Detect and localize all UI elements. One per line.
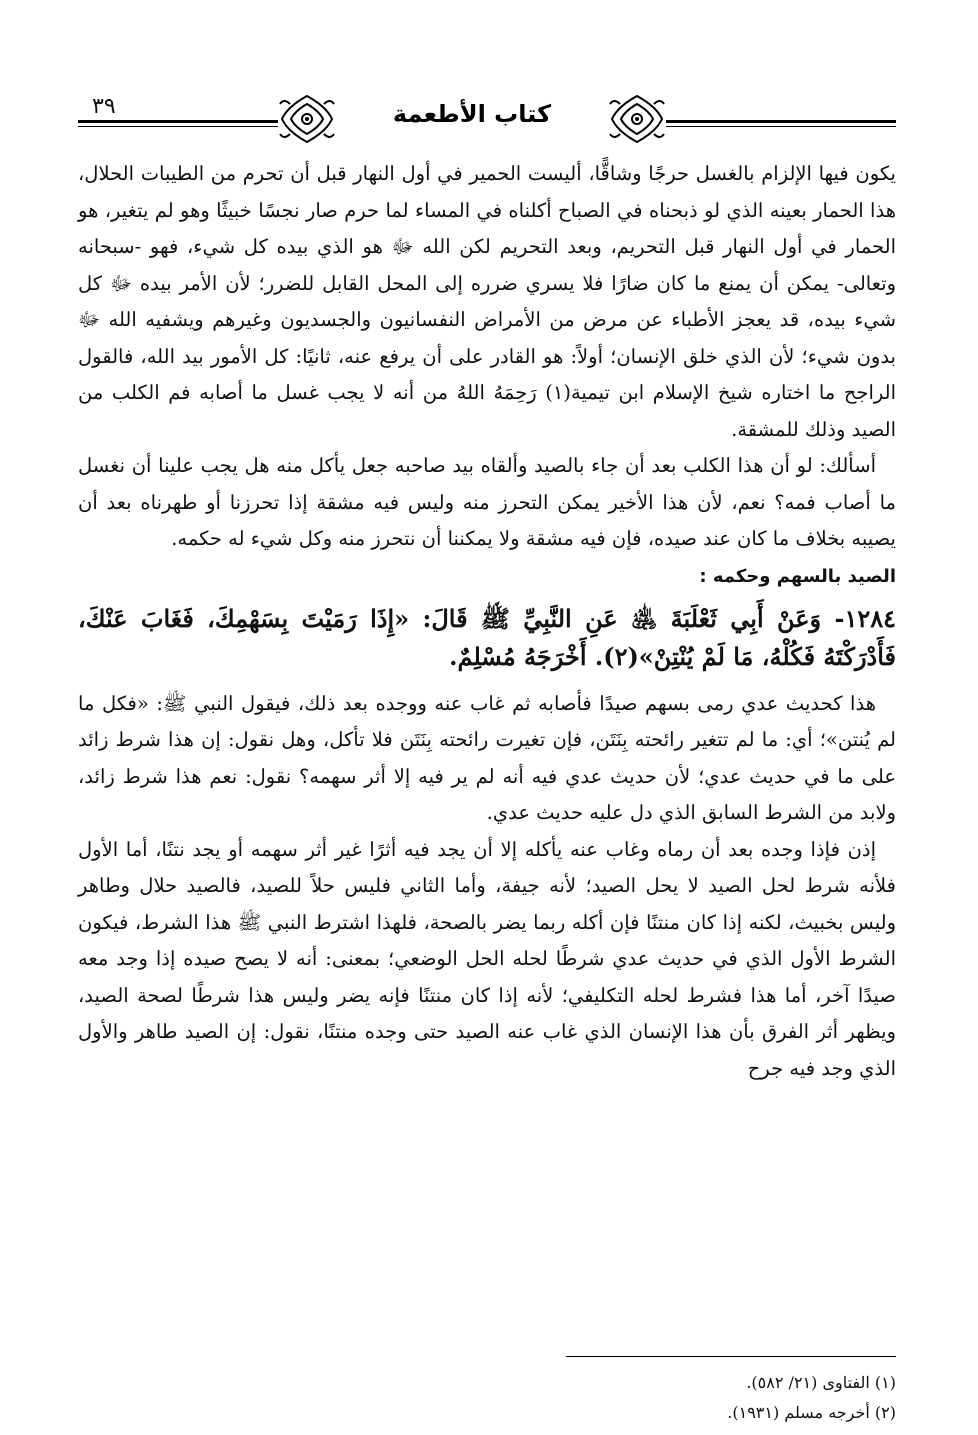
paragraph-1 xyxy=(78,156,896,448)
header-rule-right-thin xyxy=(666,126,896,127)
page-number: ٣٩ xyxy=(92,94,116,119)
paragraph-1-text: يكون فيها الإلزام بالغسل حرجًا وشاقًّا، أليست الحمير في أول النهار قبل أن تحرم من الطيبات الحلال، هذا الحمار بعينه الذي لو ذبحناه في الصباح أكلناه في المساء لما حرم صار نجسًا خبيثًا وهو لم يتغير، هو الحمار في أول النهار قبل التحريم، وبعد التحريم لكن الله ﷻ هو الذي بيده كل شيء، فهو -سبحانه وتعالى- يمكن أن يمنع ما كان ضارًا فلا يسري ضرره إلى المحل القابل للضرر؛ لأن الأمر بيده ﷻ كل شيء بيده، قد يعجز الأطباء عن مرض من الأمراض النفسانيون والجسديون وغيرهم ويشفيه الله ﷻ بدون شيء؛ لأن الذي خلق الإنسان؛ أولاً: هو القادر على أن يرفع عنه، ثانيًا: كل الأمور بيد الله، فالقول الراجح ما اختاره شيخ الإسلام ابن تيمية xyxy=(78,162,896,404)
header-rule-right xyxy=(666,120,896,123)
book-page xyxy=(78,86,897,1422)
footnote-separator xyxy=(566,1356,896,1357)
paragraph-1-text-end: (١) رَحِمَهُ اللهُ من أنه لا يجب غسل ما أصابه فم الكلب من الصيد وذلك للمشقة. xyxy=(78,381,896,441)
header-rule-left-thin xyxy=(78,126,278,127)
running-title: كتاب الأطعمة xyxy=(392,100,552,128)
paragraph-4: إذن فإذا وجده بعد أن رماه وغاب عنه يأكله إلا أن يجد فيه أثرًا غير أثر سهمه أو يجد نتنًا، أما الأول فلأنه شرط لحل الصيد لا يحل الصيد؛ لأنه جيفة، وأما الثاني فليس حلاً للصيد، فالصيد حلال وطاهر وليس بخبيث، لكنه إذا كان منتنًا فإن أكله ربما يضر بالصحة، فلهذا اشترط النبي ﷺ هذا الشرط، فيكون الشرط الأول الذي في حديث عدي شرطًا لحله الحل الوضعي؛ بمعنى: أنه لا يصح صيده إذا وجد معه صيدًا آخر، أما هذا فشرط لحله التكليفي؛ لأنه إذا كان منتنًا فإنه يضر وليس هذا شرطًا لصحة الصيد، ويظهر أثر الفرق بأن هذا الإنسان الذي غاب عنه الصيد حتى وجده منتنًا، نقول: إن الصيد طاهر والأول الذي وجد فيه جرح xyxy=(78,837,896,1080)
footnote-2: (٢) أخرجه مسلم (١٩٣١). xyxy=(727,1403,896,1422)
footnotes xyxy=(727,1368,896,1428)
page-header xyxy=(78,86,896,148)
paragraph-3: هذا كحديث عدي رمى بسهم صيدًا فأصابه ثم غاب عنه ووجده بعد ذلك، فيقول النبي ﷺ: «فكل ما لم يُنتن»؛ أي: ما لم تتغير رائحته بِنَتَن، فإن تغيرت رائحته بِنَتَن فلا تأكل، وهل نقول: إن هذا شرط زائد على ما في حديث عدي؛ لأن حديث عدي فيه أنه لم ير فيه إلا أثر سهمه؟ نقول: نعم هذا شرط زائد، ولابد من الشرط السابق الذي دل عليه حديث عدي. xyxy=(78,691,896,824)
section-heading: الصيد بالسهم وحكمه : xyxy=(699,565,896,587)
ornament-right-icon xyxy=(608,92,666,146)
hadith-text: ١٢٨٤- وَعَنْ أَبِي ثَعْلَبَةَ ﵁ عَنِ النَّبِيِّ ﷺ قَالَ: «إِذَا رَمَيْتَ بِسَهْمِكَ، فَغَابَ عَنْكَ، فَأَدْرَكْتَهُ فَكُلْهُ، مَا لَمْ يُنْتِنْ»(٢). أَخْرَجَهُ مُسْلِمٌ. xyxy=(78,603,897,671)
header-rule-left xyxy=(78,120,278,123)
page-body xyxy=(78,156,896,1087)
ornament-left-icon xyxy=(278,92,336,146)
paragraph-2: أسألك: لو أن هذا الكلب بعد أن جاء بالصيد وألقاه بيد صاحبه جعل يأكل منه هل يجب علينا أن نغسل ما أصاب فمه؟ نعم، لأن هذا الأخير يمكن التحرز منه وليس فيه مشقة إذا تحرزنا أو طهرناه بعد أن يصيبه بخلاف ما كان عند صيده، فإن فيه مشقة ولا يمكننا أن نتحرز منه وكل شيء له حكمه. xyxy=(78,454,896,550)
footnote-1: (١) الفتاوى (٢١/ ٥٨٢). xyxy=(746,1373,896,1392)
